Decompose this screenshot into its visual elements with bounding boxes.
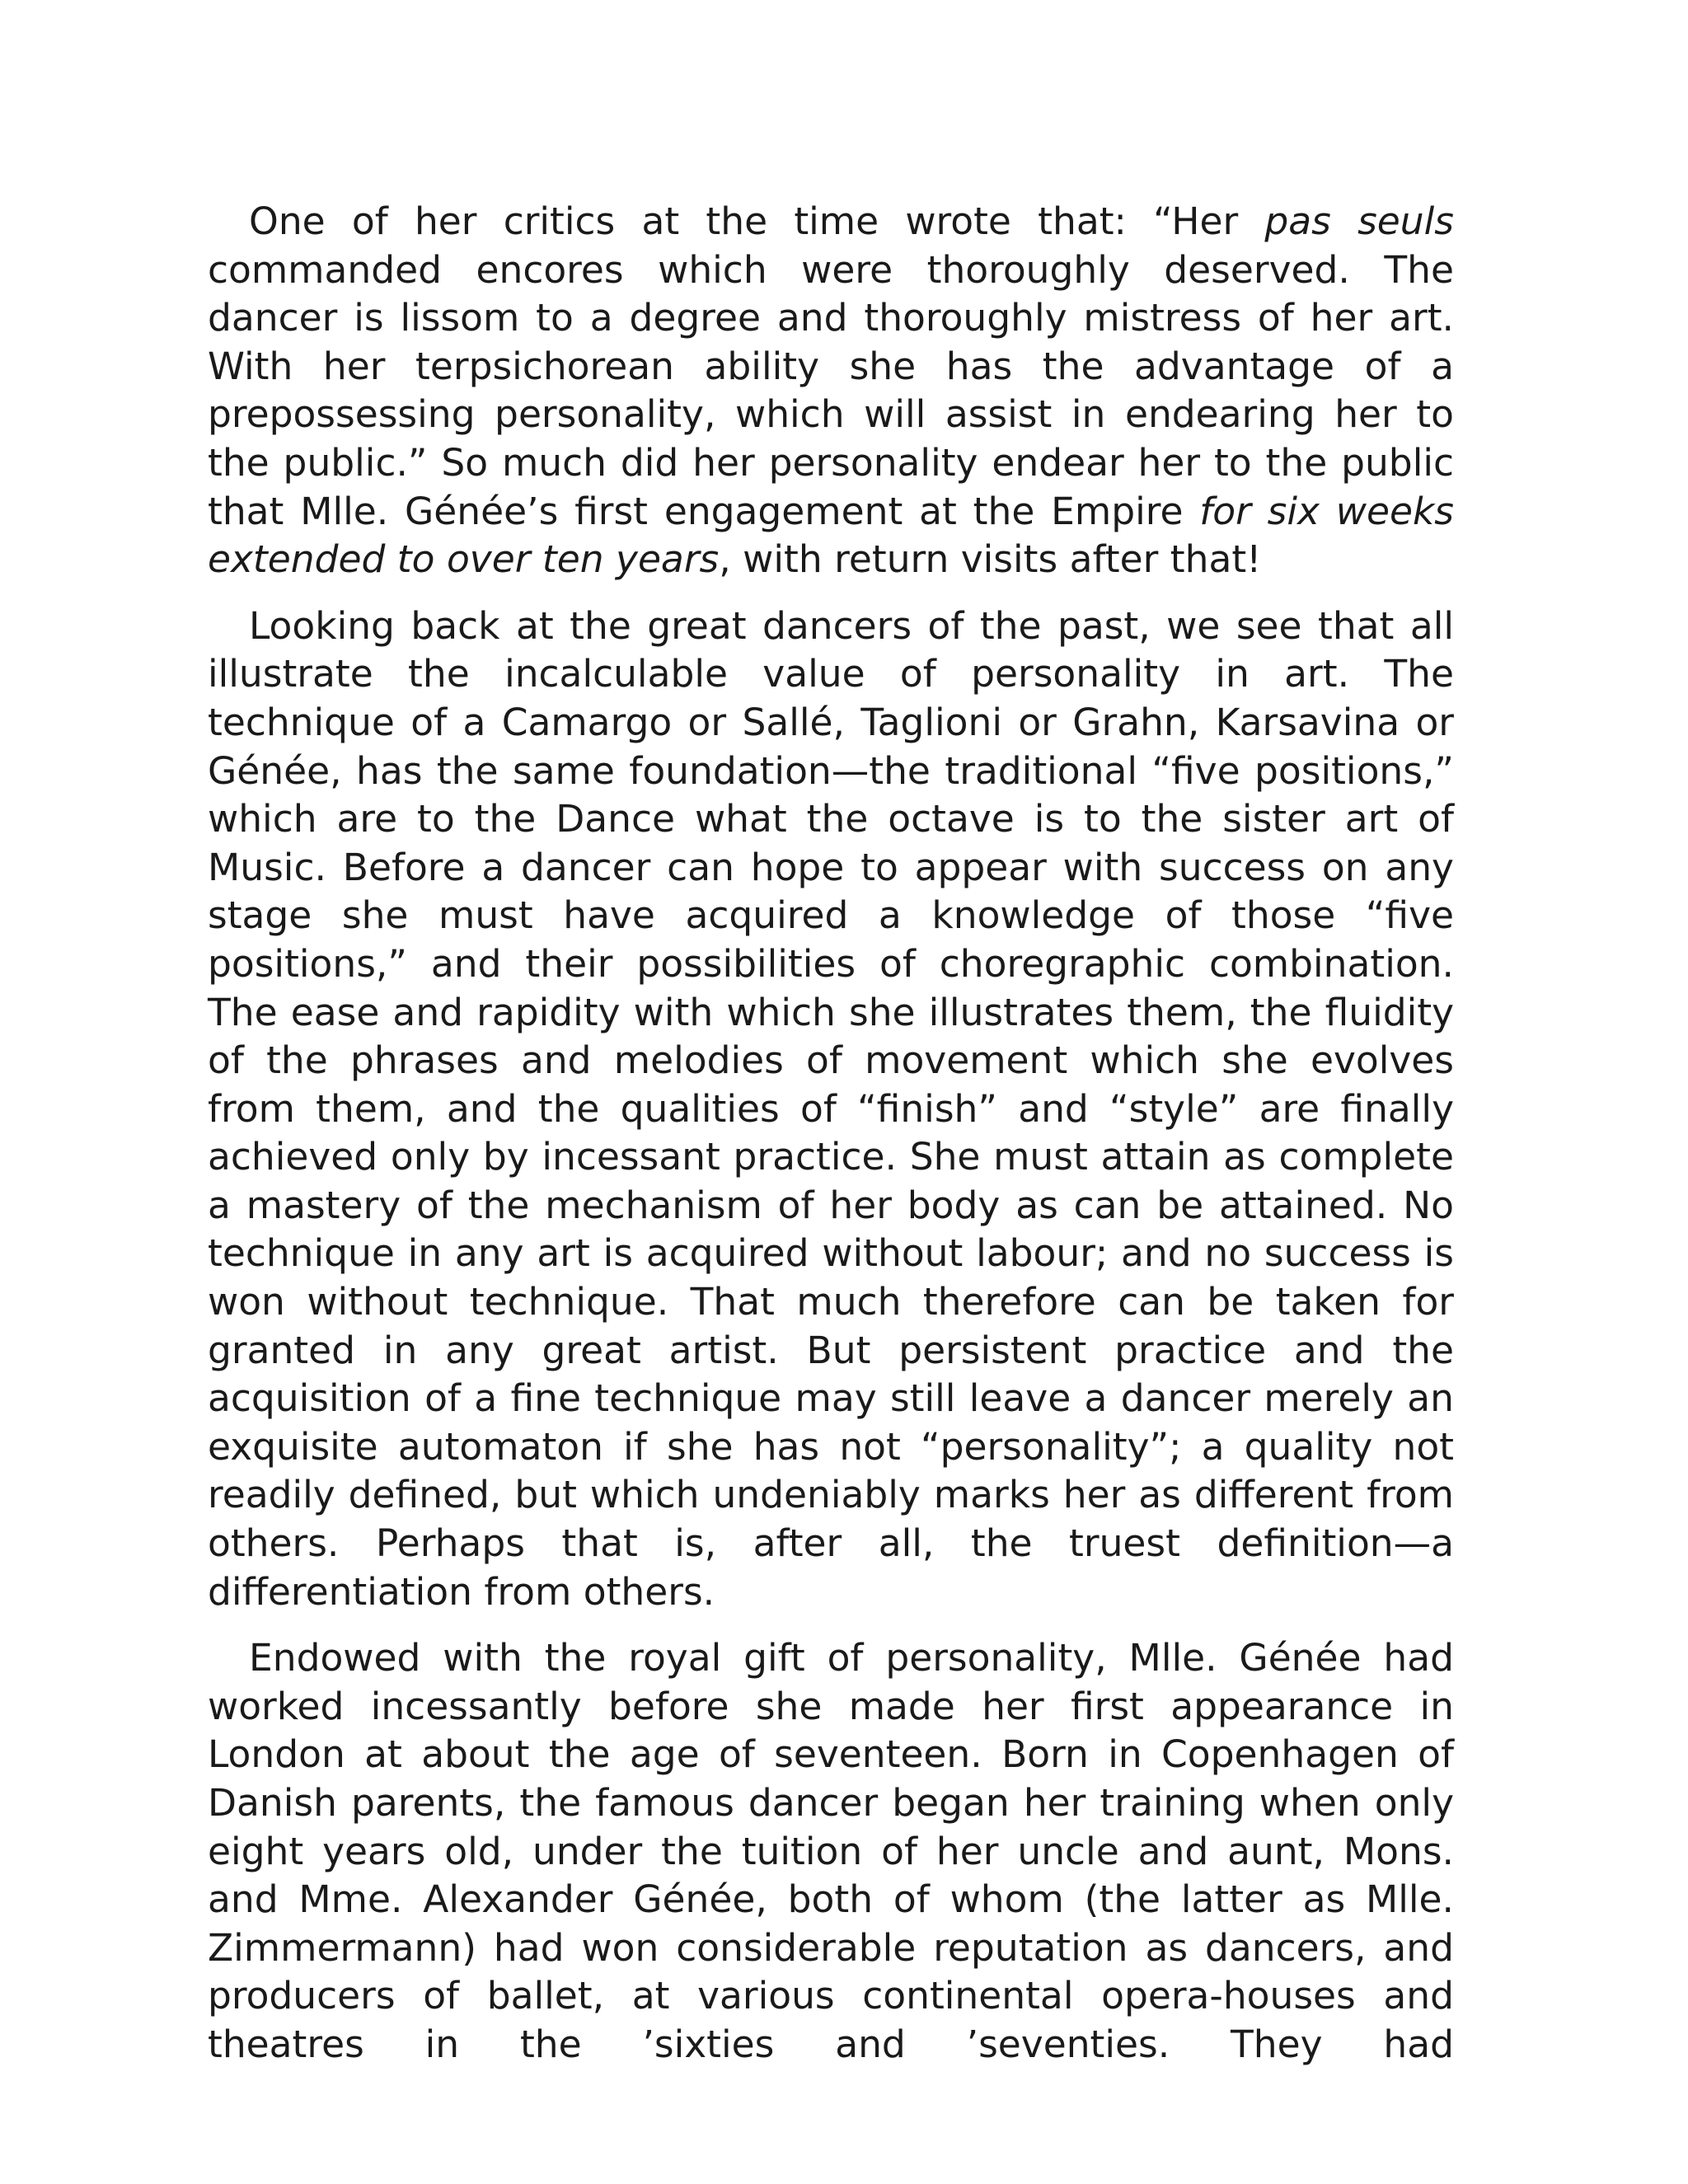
paragraph-2 (208, 602, 1454, 1616)
body-text (208, 198, 1454, 2088)
paragraph-1-italic-six-weeks: for six weeks extended to over ten years (208, 489, 1454, 582)
paragraph-1 (208, 198, 1454, 584)
paragraph-1-italic-pas-seuls: pas seuls (1264, 199, 1454, 243)
paragraph-1-run-1: One of her critics at the time wrote that: “Her (249, 199, 1265, 243)
paragraph-3 (208, 1634, 1454, 2069)
paragraph-1-run-5: , with return visits after that! (719, 537, 1262, 582)
paragraph-2-run-1: Looking back at the great dancers of the past, we see that all illustrate the incalculable value of personality in art. The technique of a Camargo or Sallé, Taglioni or Grahn, Karsavina or Génée, has the same foundation—the traditional “five positions,” which are to the Dance what the octave is to the sister art of Music. Before a dancer can hope to appear with success on any stage she must have acquired a knowledge of those “five positions,” and their possibilities of choregraphic combination. The ease and rapidity with which she illustrates them, the fluidity of the phrases and melodies of movement which she evolves from them, and the qualities of “finish” and “style” are finally achieved only by incessant practice. She must attain as complete a mastery of the mechanism of her body as can be attained. No technique in any art is acquired without labour; and no success is won without technique. That much therefore can be taken for granted in any great artist. But persistent practice and the acquisition of a fine technique may still leave a dancer merely an exquisite automaton if she has not “personality”; a quality not readily defined, but which undeniably marks her as different from others. Perhaps that is, after all, the truest definition—a differentiation from others. (208, 603, 1454, 1614)
paragraph-1-run-3: commanded encores which were thoroughly deserved. The dancer is lissom to a degree and thoroughly mistress of her art. With her terpsichorean ability she has the advantage of a prepossessing personality, which will assist in endearing her to the public.” So much did her personality endear her to the public that Mlle. Génée’s first engagement at the Empire (208, 247, 1454, 533)
paragraph-3-run-1: Endowed with the royal gift of personality, Mlle. Génée had worked incessantly before she made her first appearance in London at about the age of seventeen. Born in Copenhagen of Danish parents, the famous dancer began her training when only eight years old, under the tuition of her uncle and aunt, Mons. and Mme. Alexander Génée, both of whom (the latter as Mlle. Zimmermann) had won considerable reputation as dancers, and producers of ballet, at various continental opera-houses and theatres in the ’sixties and ’seventies. They had (208, 1636, 1454, 2066)
